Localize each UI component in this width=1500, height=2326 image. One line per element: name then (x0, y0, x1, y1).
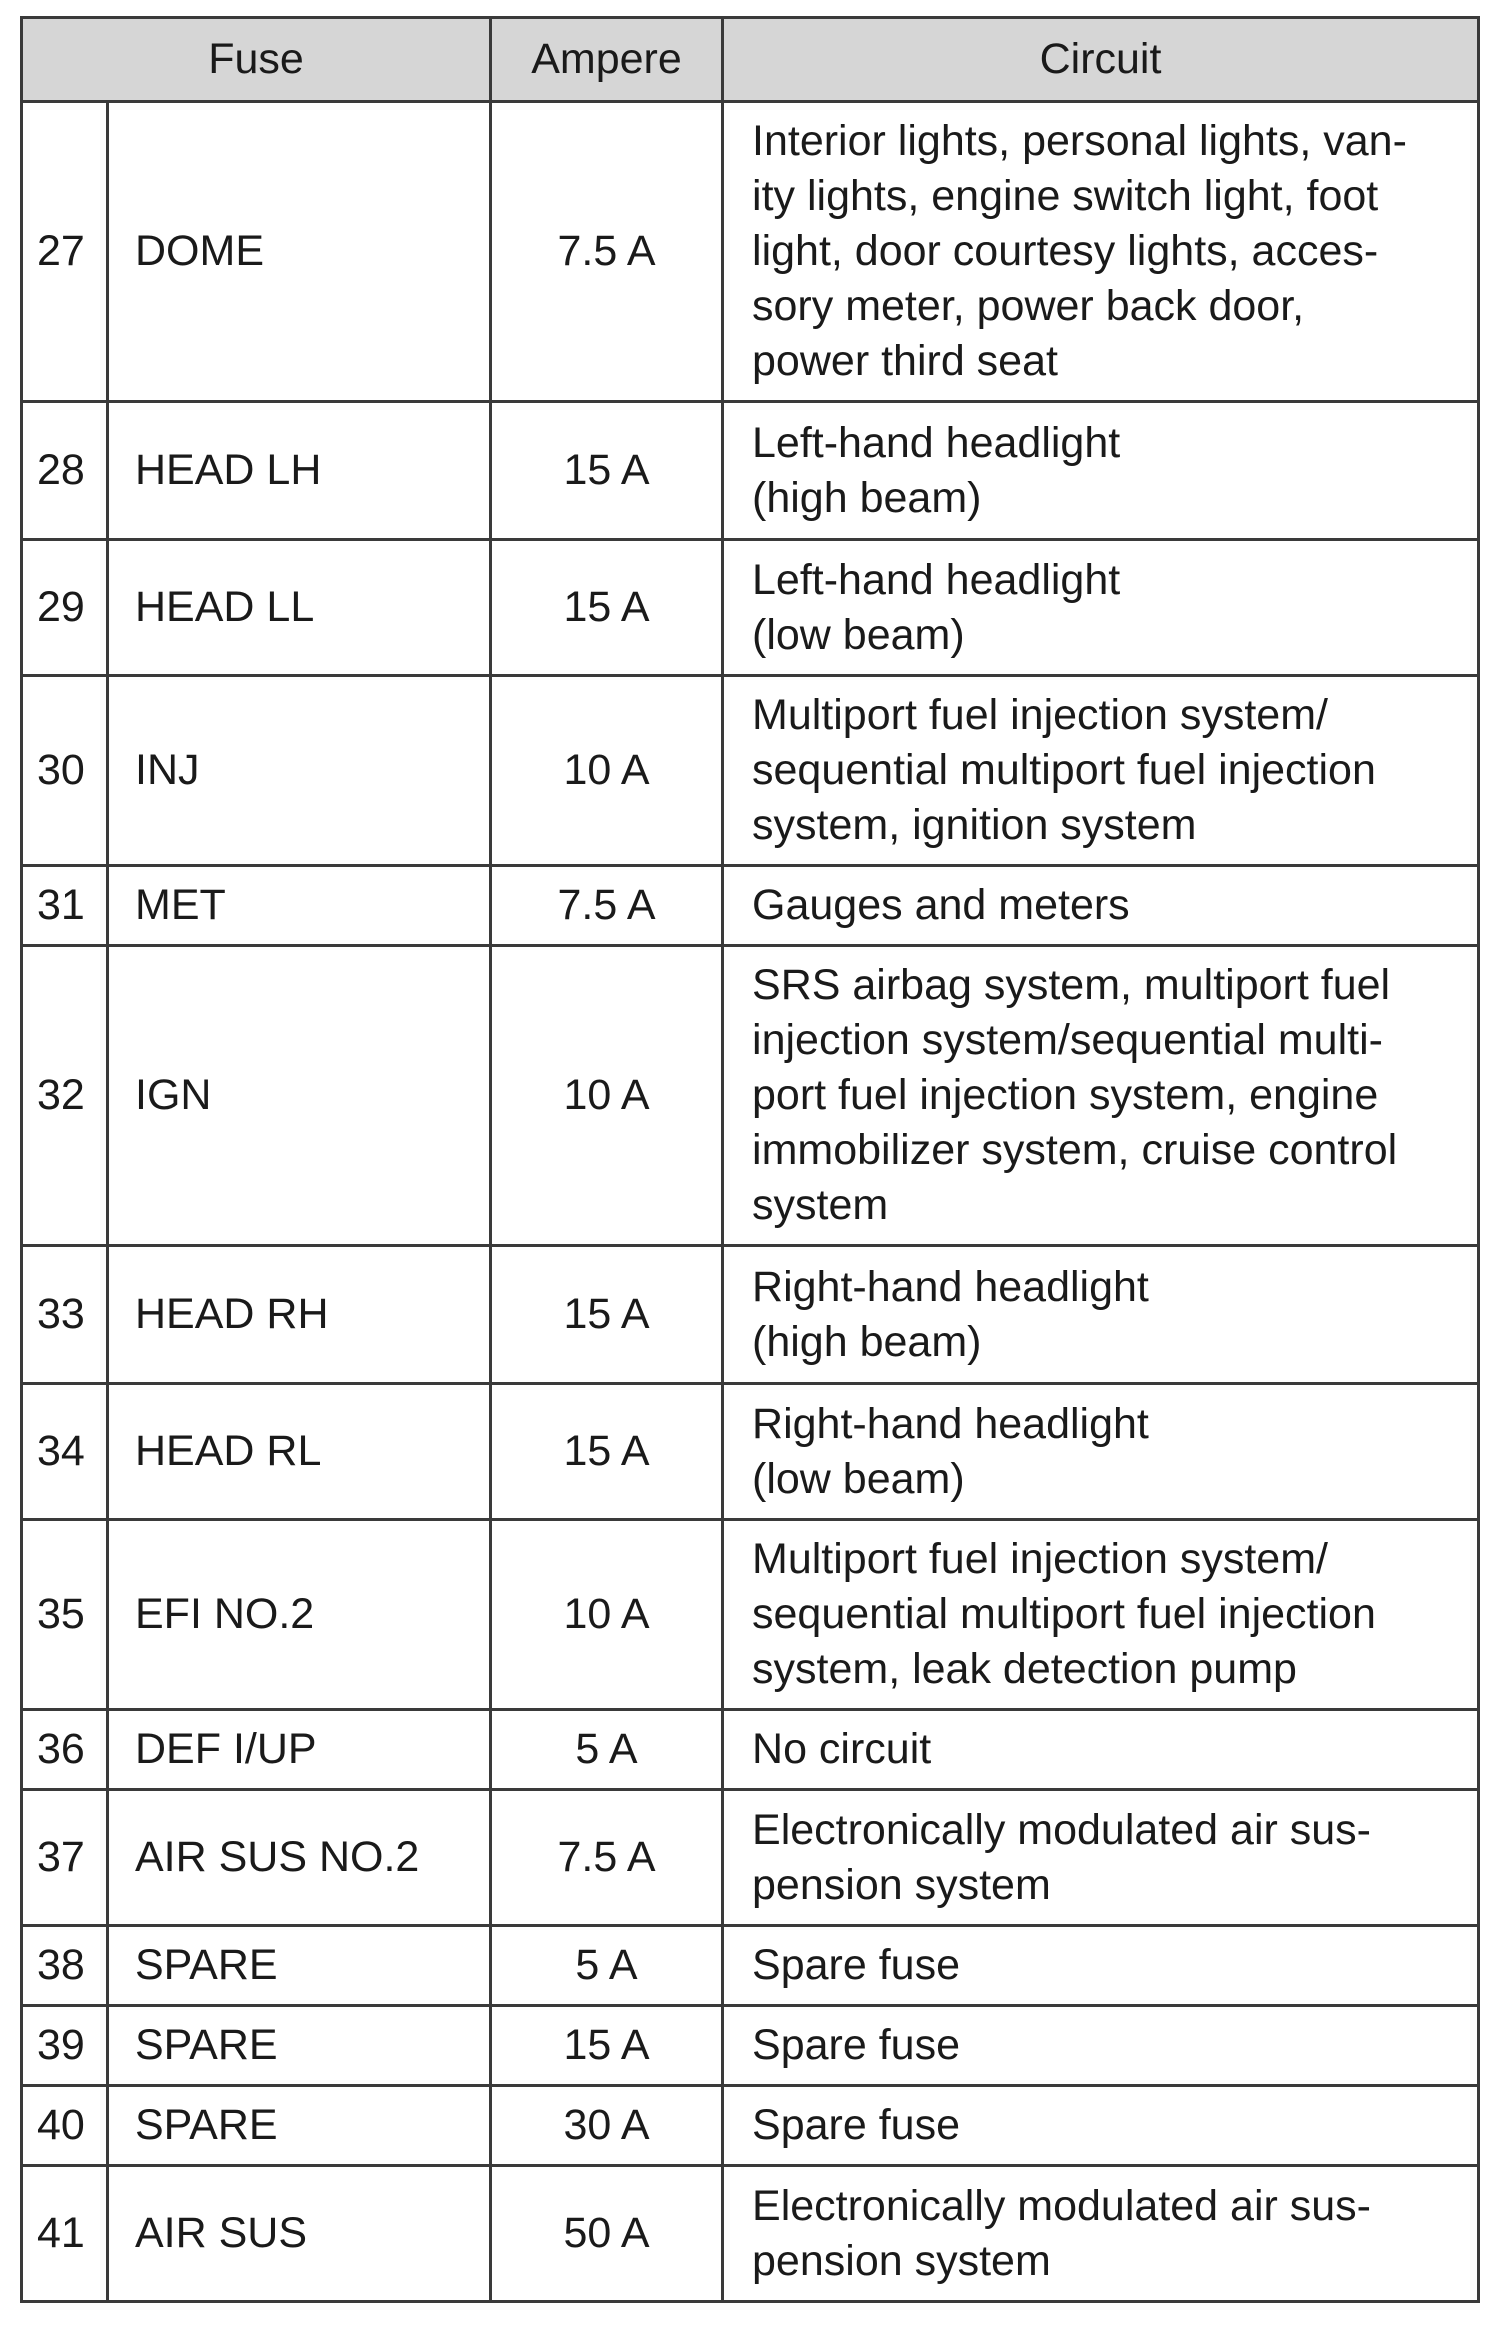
fuse-number: 33 (22, 1246, 108, 1384)
fuse-number: 41 (22, 2166, 108, 2302)
fuse-number: 37 (22, 1790, 108, 1926)
circuit-line: (low beam) (752, 1454, 965, 1503)
fuse-name: MET (108, 866, 491, 946)
fuse-circuit (723, 540, 1479, 676)
table-row (22, 540, 1479, 676)
header-circuit: Circuit (723, 18, 1479, 102)
circuit-line: Interior lights, personal lights, van- (752, 117, 1407, 165)
circuit-line: Electronically modulated air sus- (752, 2181, 1372, 2230)
fuse-ampere: 10 A (491, 946, 723, 1246)
table-row (22, 1926, 1479, 2006)
circuit-line: sequential multiport fuel injection (752, 1590, 1376, 1638)
circuit-line: Multiport fuel injection system/ (752, 691, 1328, 739)
fuse-number: 27 (22, 102, 108, 402)
fuse-name: INJ (108, 676, 491, 866)
circuit-line: (high beam) (752, 473, 982, 522)
fuse-number: 28 (22, 402, 108, 540)
fuse-name: AIR SUS (108, 2166, 491, 2302)
fuse-ampere: 15 A (491, 402, 723, 540)
table-row (22, 1246, 1479, 1384)
circuit-line: Right-hand headlight (752, 1399, 1149, 1448)
fuse-circuit (723, 1520, 1479, 1710)
circuit-line: port fuel injection system, engine (752, 1071, 1379, 1119)
fuse-name: HEAD LL (108, 540, 491, 676)
circuit-line: power third seat (752, 337, 1058, 385)
fuse-circuit (723, 402, 1479, 540)
fuse-name: EFI NO.2 (108, 1520, 491, 1710)
header-row (22, 18, 1479, 102)
fuse-number: 40 (22, 2086, 108, 2166)
table-row (22, 676, 1479, 866)
circuit-line: Left-hand headlight (752, 555, 1121, 604)
table-row (22, 1520, 1479, 1710)
circuit-line: Multiport fuel injection system/ (752, 1535, 1328, 1583)
fuse-name: SPARE (108, 1926, 491, 2006)
fuse-name: HEAD LH (108, 402, 491, 540)
fuse-circuit (723, 1710, 1479, 1790)
circuit-line: Spare fuse (752, 2021, 960, 2069)
circuit-line: No circuit (752, 1725, 932, 1773)
circuit-line: pension system (752, 1860, 1051, 1909)
table-row (22, 2166, 1479, 2302)
table-row (22, 1384, 1479, 1520)
header-fuse: Fuse (22, 18, 491, 102)
circuit-line: sory meter, power back door, (752, 282, 1305, 330)
fuse-circuit (723, 102, 1479, 402)
fuse-table-body (22, 102, 1479, 2302)
fuse-circuit (723, 2166, 1479, 2302)
fuse-circuit (723, 1926, 1479, 2006)
table-row (22, 102, 1479, 402)
fuse-ampere: 50 A (491, 2166, 723, 2302)
fuse-number: 39 (22, 2006, 108, 2086)
fuse-ampere: 30 A (491, 2086, 723, 2166)
fuse-name: DOME (108, 102, 491, 402)
circuit-line: Gauges and meters (752, 881, 1130, 929)
fuse-number: 35 (22, 1520, 108, 1710)
table-row (22, 2006, 1479, 2086)
fuse-name: AIR SUS NO.2 (108, 1790, 491, 1926)
fuse-ampere: 10 A (491, 676, 723, 866)
fuse-number: 29 (22, 540, 108, 676)
table-row (22, 1710, 1479, 1790)
fuse-name: HEAD RH (108, 1246, 491, 1384)
circuit-line: system, leak detection pump (752, 1645, 1297, 1693)
circuit-line: (high beam) (752, 1317, 982, 1366)
fuse-name: DEF I/UP (108, 1710, 491, 1790)
fuse-circuit (723, 676, 1479, 866)
circuit-line: system (752, 1181, 889, 1229)
fuse-number: 30 (22, 676, 108, 866)
circuit-line: Left-hand headlight (752, 418, 1121, 467)
circuit-line: immobilizer system, cruise control (752, 1126, 1398, 1174)
fuse-number: 36 (22, 1710, 108, 1790)
fuse-table (20, 16, 1480, 2303)
fuse-ampere: 15 A (491, 1246, 723, 1384)
fuse-ampere: 15 A (491, 1384, 723, 1520)
circuit-line: system, ignition system (752, 801, 1197, 849)
fuse-name: SPARE (108, 2086, 491, 2166)
table-row (22, 946, 1479, 1246)
fuse-circuit (723, 946, 1479, 1246)
fuse-number: 34 (22, 1384, 108, 1520)
fuse-number: 38 (22, 1926, 108, 2006)
fuse-ampere: 15 A (491, 2006, 723, 2086)
fuse-ampere: 7.5 A (491, 1790, 723, 1926)
fuse-ampere: 5 A (491, 1710, 723, 1790)
fuse-circuit (723, 1384, 1479, 1520)
circuit-line: (low beam) (752, 610, 965, 659)
fuse-circuit (723, 866, 1479, 946)
circuit-line: SRS airbag system, multiport fuel (752, 961, 1391, 1009)
fuse-circuit (723, 2086, 1479, 2166)
fuse-name: IGN (108, 946, 491, 1246)
fuse-name: SPARE (108, 2006, 491, 2086)
table-row (22, 1790, 1479, 1926)
table-row (22, 402, 1479, 540)
table-row (22, 2086, 1479, 2166)
fuse-name: HEAD RL (108, 1384, 491, 1520)
circuit-line: sequential multiport fuel injection (752, 746, 1376, 794)
circuit-line: light, door courtesy lights, acces- (752, 227, 1379, 275)
fuse-circuit (723, 1790, 1479, 1926)
circuit-line: injection system/sequential multi- (752, 1016, 1383, 1064)
fuse-circuit (723, 1246, 1479, 1384)
fuse-number: 32 (22, 946, 108, 1246)
circuit-line: Spare fuse (752, 2101, 960, 2149)
fuse-ampere: 5 A (491, 1926, 723, 2006)
circuit-line: Electronically modulated air sus- (752, 1805, 1372, 1854)
circuit-line: ity lights, engine switch light, foot (752, 172, 1379, 220)
fuse-ampere: 7.5 A (491, 866, 723, 946)
circuit-line: Spare fuse (752, 1941, 960, 1989)
fuse-ampere: 10 A (491, 1520, 723, 1710)
fuse-circuit (723, 2006, 1479, 2086)
fuse-ampere: 15 A (491, 540, 723, 676)
circuit-line: Right-hand headlight (752, 1262, 1149, 1311)
circuit-line: pension system (752, 2236, 1051, 2285)
header-ampere: Ampere (491, 18, 723, 102)
fuse-ampere: 7.5 A (491, 102, 723, 402)
table-row (22, 866, 1479, 946)
fuse-number: 31 (22, 866, 108, 946)
